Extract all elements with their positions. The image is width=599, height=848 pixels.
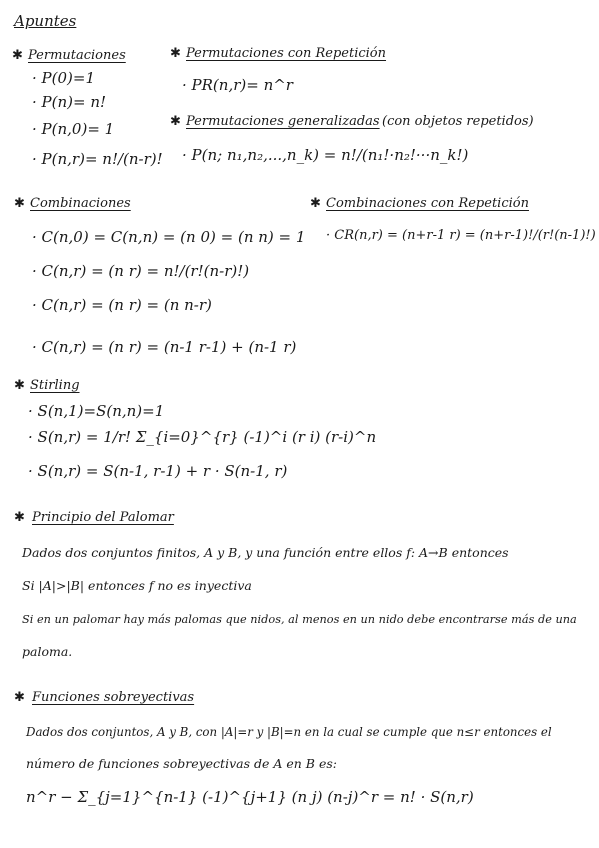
bullet-star-icon: ✱ [14, 690, 25, 705]
formula-text: C(n,r) = (n r) = (n n-r) [41, 296, 212, 314]
formula-text: P(n; n₁,n₂,...,n_k) = n!/(n₁!·n₂!···n_k!) [191, 146, 469, 164]
formula-item: · S(n,r) = S(n-1, r-1) + r · S(n-1, r) [28, 462, 288, 480]
formula-item: · P(n)= n! [32, 93, 107, 111]
formula-text: S(n,r) = 1/r! Σ_{i=0}^{r} (-1)^i (r i) (r-i)^n [37, 428, 377, 446]
formula-text: C(n,r) = (n r) = (n-1 r-1) + (n-1 r) [41, 338, 297, 356]
formula-item: · S(n,r) = 1/r! Σ_{i=0}^{r} (-1)^i (r i) (r-i)^n [28, 428, 377, 446]
formula-item: · P(0)=1 [32, 69, 95, 87]
formula-text: P(n,r)= n!/(n-r)! [41, 150, 163, 168]
formula-item: · P(n; n₁,n₂,...,n_k) = n!/(n₁!·n₂!···n_k!) [182, 146, 469, 164]
formula-text: P(n,0)= 1 [41, 120, 115, 138]
formula-text: PR(n,r)= n^r [191, 76, 293, 94]
text-line: Dados dos conjuntos finitos, A y B, y una función entre ellos f: A→B entonces [22, 545, 509, 560]
heading-perm-repeticion: Permutaciones con Repetición [186, 46, 387, 61]
formula-item: · C(n,r) = (n r) = (n-1 r-1) + (n-1 r) [32, 338, 297, 356]
text-line: Dados dos conjuntos, A y B, con |A|=r y |B|=n en la cual se cumple que n≤r entonces el [26, 725, 552, 739]
formula-item: · P(n,r)= n!/(n-r)! [32, 150, 163, 168]
formula-item: · C(n,r) = (n r) = (n n-r) [32, 296, 212, 314]
text-line: número de funciones sobreyectivas de A en B es: [26, 756, 337, 771]
text-line: Si |A|>|B| entonces f no es inyectiva [22, 578, 252, 593]
text-line: paloma. [22, 644, 73, 659]
heading-palomar: Principio del Palomar [32, 510, 174, 525]
bullet-star-icon: ✱ [12, 48, 23, 63]
formula-item: · P(n,0)= 1 [32, 120, 115, 138]
formula-text: S(n,1)=S(n,n)=1 [37, 402, 165, 420]
bullet-star-icon: ✱ [14, 510, 25, 525]
bullet-star-icon: ✱ [170, 114, 181, 129]
heading-combinaciones: Combinaciones [30, 196, 131, 211]
formula-item: · CR(n,r) = (n+r-1 r) = (n+r-1)!/(r!(n-1)!) [326, 228, 596, 243]
formula-item: n^r − Σ_{j=1}^{n-1} (-1)^{j+1} (n j) (n-j)^r = n! · S(n,r) [26, 788, 474, 806]
page-title: Apuntes [14, 12, 77, 30]
heading-sobreyectivas: Funciones sobreyectivas [32, 690, 195, 705]
formula-text: S(n,r) = S(n-1, r-1) + r · S(n-1, r) [37, 462, 288, 480]
heading-stirling: Stirling [30, 378, 80, 393]
formula-item: · C(n,0) = C(n,n) = (n 0) = (n n) = 1 [32, 228, 306, 246]
formula-item: · PR(n,r)= n^r [182, 76, 293, 94]
formula-text: P(0)=1 [41, 69, 95, 87]
heading-comb-repeticion: Combinaciones con Repetición [326, 196, 529, 211]
formula-text: CR(n,r) = (n+r-1 r) = (n+r-1)!/(r!(n-1)!) [334, 228, 596, 243]
heading-permutaciones: Permutaciones [28, 48, 126, 63]
heading-perm-generalizadas: Permutaciones generalizadas [186, 114, 380, 129]
formula-text: C(n,r) = (n r) = n!/(r!(n-r)!) [41, 262, 250, 280]
formula-text: C(n,0) = C(n,n) = (n 0) = (n n) = 1 [41, 228, 306, 246]
formula-item: · S(n,1)=S(n,n)=1 [28, 402, 165, 420]
note-objetos-repetidos: (con objetos repetidos) [382, 114, 534, 129]
formula-item: · C(n,r) = (n r) = n!/(r!(n-r)!) [32, 262, 250, 280]
bullet-star-icon: ✱ [14, 378, 25, 393]
text-line: Si en un palomar hay más palomas que nidos, al menos en un nido debe encontrarse más de una [22, 613, 577, 626]
bullet-star-icon: ✱ [310, 196, 321, 211]
bullet-star-icon: ✱ [170, 46, 181, 61]
formula-text: P(n)= n! [41, 93, 107, 111]
bullet-star-icon: ✱ [14, 196, 25, 211]
